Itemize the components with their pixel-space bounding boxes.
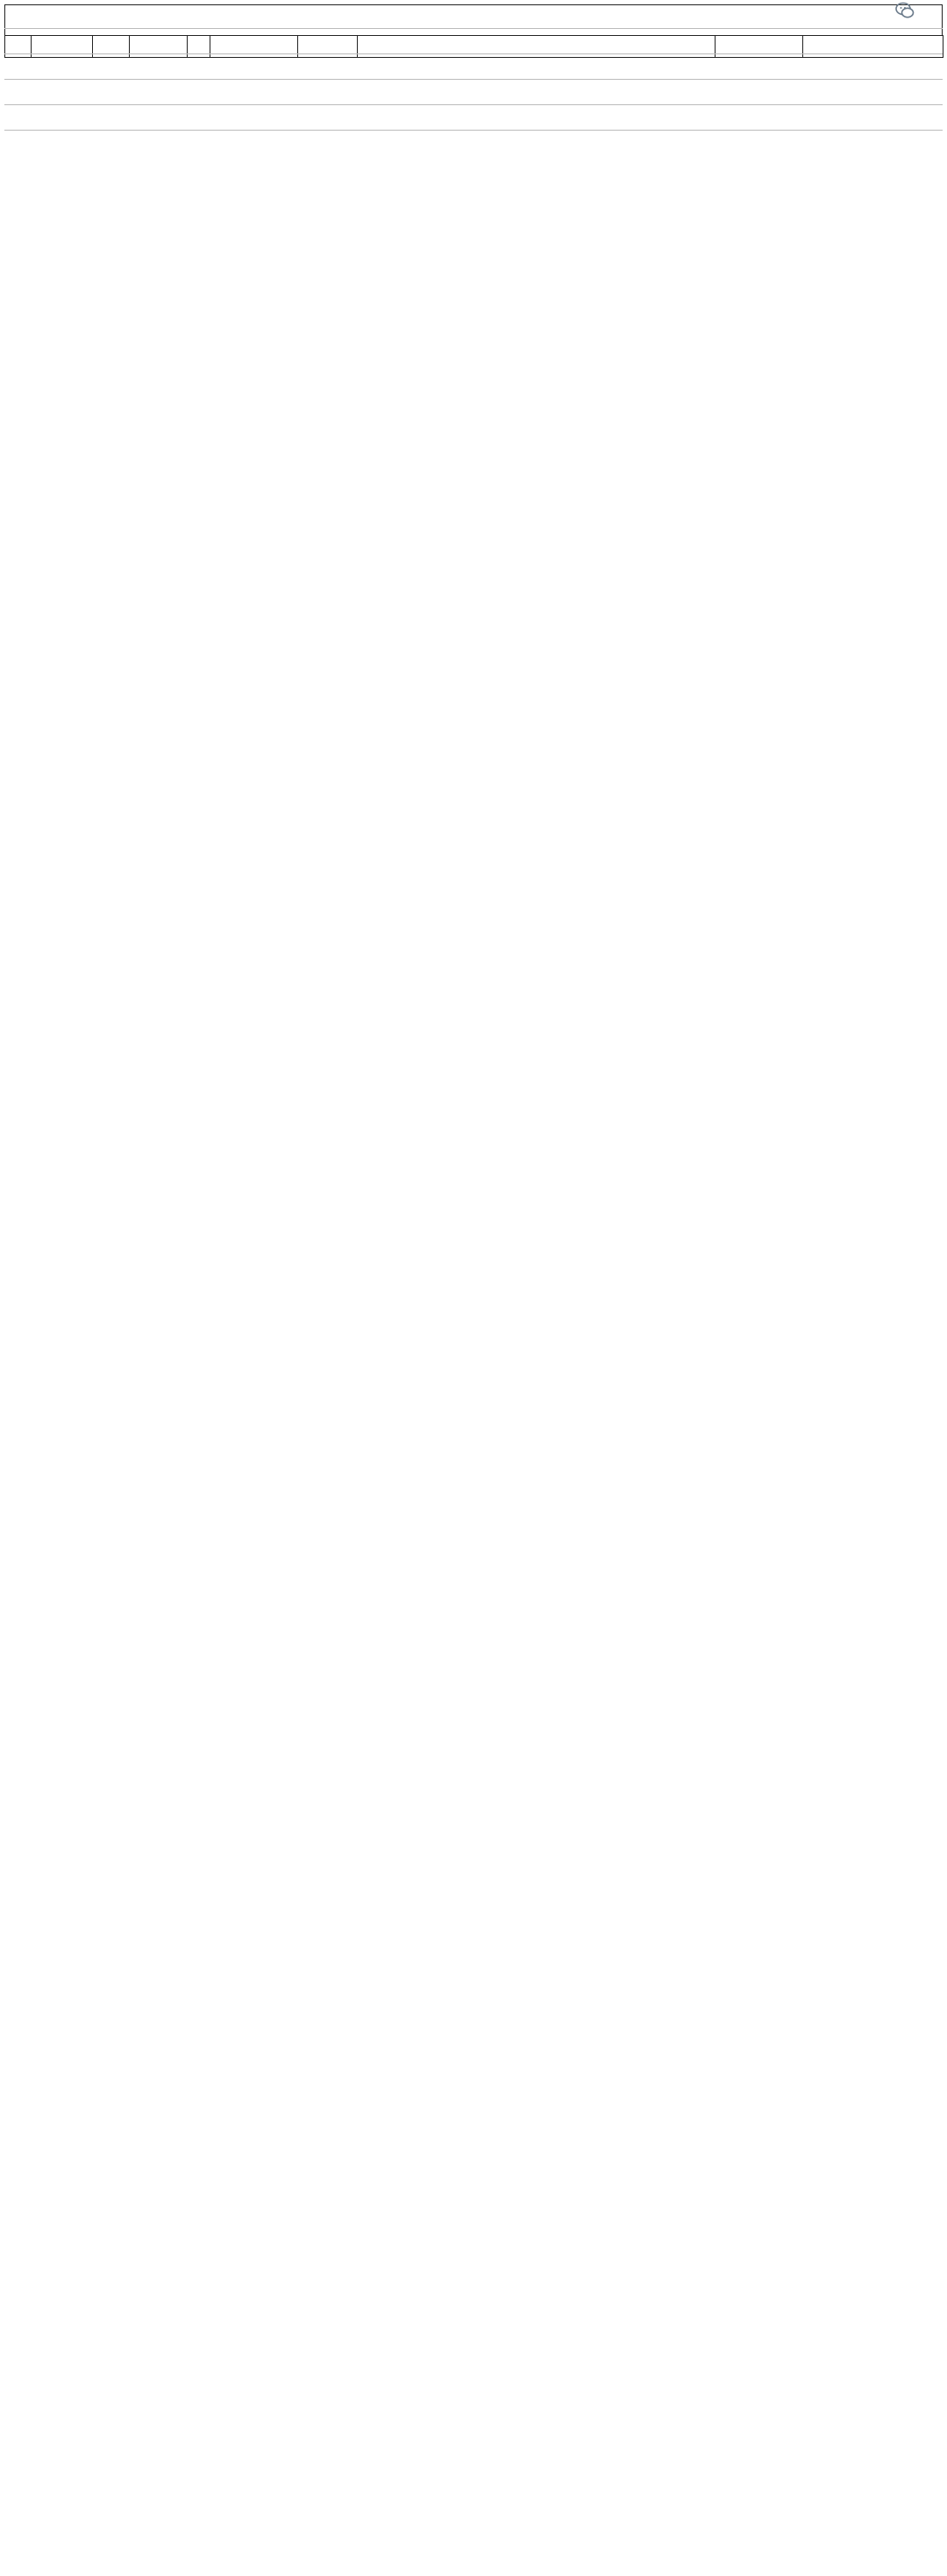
note-item [4,53,943,79]
note-item [4,79,943,104]
note-item [4,28,943,53]
notes-section [4,0,943,155]
watermark [894,0,921,21]
notes-title [4,0,943,28]
wechat-icon [894,0,915,21]
note-item [4,130,943,155]
note-item [4,104,943,130]
